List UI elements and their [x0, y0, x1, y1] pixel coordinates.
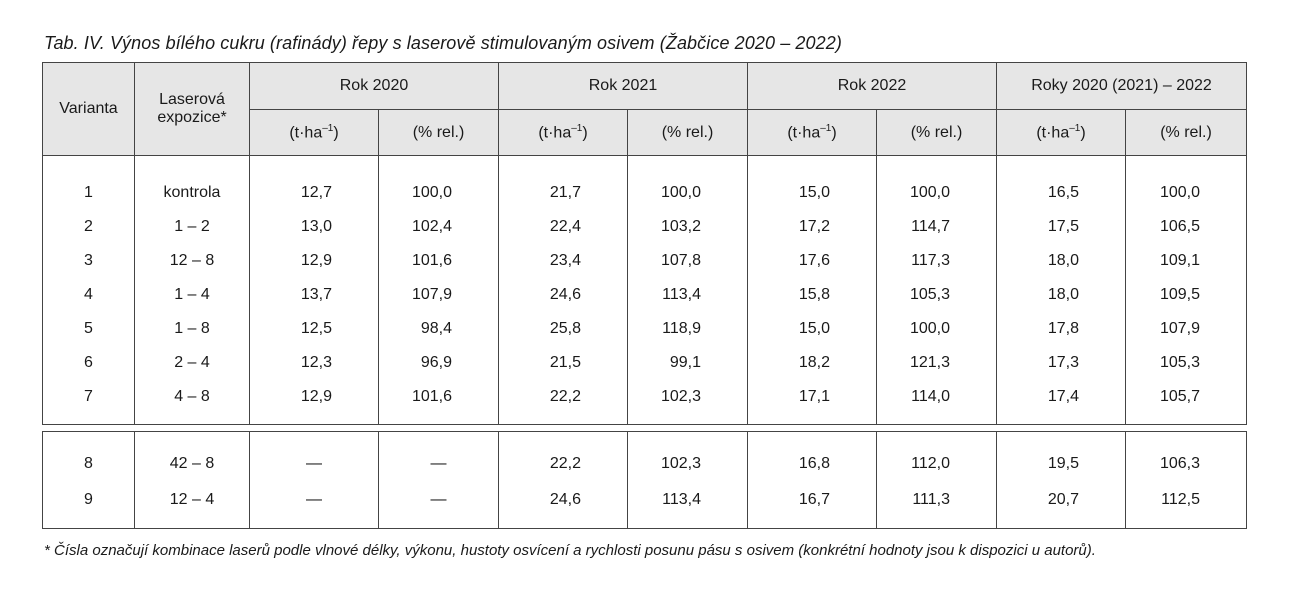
cell-value: 12,3	[250, 346, 379, 380]
table-row	[43, 278, 1247, 312]
extra-variants-table	[42, 431, 1247, 529]
cell-value: 101,6	[379, 380, 499, 425]
cell-value: 20,7	[997, 482, 1126, 529]
header-unit-abs	[250, 110, 379, 156]
table-row	[43, 244, 1247, 278]
cell-value: 18,0	[997, 244, 1126, 278]
header-exposure-line2: expozice*	[157, 109, 227, 126]
cell-variant: 4	[43, 278, 135, 312]
cell-exposure: 12 – 8	[135, 244, 250, 278]
header-unit-abs	[748, 110, 877, 156]
cell-value: 103,2	[628, 210, 748, 244]
cell-value: 17,1	[748, 380, 877, 425]
header-years-total: Roky 2020 (2021) – 2022	[997, 63, 1247, 110]
cell-value: 22,2	[499, 380, 628, 425]
cell-value: 13,0	[250, 210, 379, 244]
cell-variant: 1	[43, 156, 135, 211]
cell-value: 111,3	[877, 482, 997, 529]
cell-value: 113,4	[628, 482, 748, 529]
header-unit-rel: (% rel.)	[379, 110, 499, 156]
cell-value: 99,1	[628, 346, 748, 380]
cell-value: 107,9	[379, 278, 499, 312]
cell-value: 109,1	[1126, 244, 1247, 278]
cell-value: 24,6	[499, 482, 628, 529]
cell-value: 121,3	[877, 346, 997, 380]
cell-value: 21,5	[499, 346, 628, 380]
cell-value: —	[379, 482, 499, 529]
header-exposure-line1: Laserová	[159, 91, 225, 108]
cell-exposure: 1 – 2	[135, 210, 250, 244]
cell-value: 22,4	[499, 210, 628, 244]
cell-value: 21,7	[499, 156, 628, 211]
cell-value: 19,5	[997, 432, 1126, 483]
cell-value: 112,0	[877, 432, 997, 483]
cell-variant: 5	[43, 312, 135, 346]
cell-value: —	[250, 432, 379, 483]
cell-value: 16,8	[748, 432, 877, 483]
cell-value: 12,9	[250, 380, 379, 425]
unit-abs-end: )	[831, 124, 837, 142]
header-exposure	[135, 63, 250, 156]
unit-abs-base: (t·ha	[787, 124, 821, 142]
cell-exposure: 1 – 8	[135, 312, 250, 346]
cell-value: —	[250, 482, 379, 529]
cell-exposure: 12 – 4	[135, 482, 250, 529]
cell-value: 15,0	[748, 156, 877, 211]
header-unit-abs	[499, 110, 628, 156]
cell-exposure: 2 – 4	[135, 346, 250, 380]
unit-abs-end: )	[582, 124, 588, 142]
cell-value: 109,5	[1126, 278, 1247, 312]
cell-value: 17,3	[997, 346, 1126, 380]
unit-abs-base: (t·ha	[538, 124, 572, 142]
cell-value: 100,0	[379, 156, 499, 211]
header-year-2021: Rok 2021	[499, 63, 748, 110]
unit-abs-sup: –1	[322, 122, 334, 134]
cell-value: 15,8	[748, 278, 877, 312]
unit-abs-base: (t·ha	[1036, 124, 1070, 142]
cell-value: 12,5	[250, 312, 379, 346]
table-footnote: * Čísla označují kombinace laserů podle vlnové délky, výkonu, hustoty osvícení a rychlosti posunu pásu s osivem (konkrétní hodnoty jsou k dispozici u autorů).	[44, 542, 1096, 559]
cell-value: 105,3	[1126, 346, 1247, 380]
cell-value: 23,4	[499, 244, 628, 278]
cell-value: 105,7	[1126, 380, 1247, 425]
cell-value: 117,3	[877, 244, 997, 278]
cell-value: 102,3	[628, 380, 748, 425]
cell-value: 17,6	[748, 244, 877, 278]
cell-value: 102,4	[379, 210, 499, 244]
cell-value: 114,0	[877, 380, 997, 425]
unit-abs-sup: –1	[571, 122, 583, 134]
table-row	[43, 346, 1247, 380]
header-unit-rel: (% rel.)	[1126, 110, 1247, 156]
table-row	[43, 312, 1247, 346]
cell-exposure: 42 – 8	[135, 432, 250, 483]
cell-variant: 2	[43, 210, 135, 244]
cell-variant: 6	[43, 346, 135, 380]
cell-value: 113,4	[628, 278, 748, 312]
cell-value: 107,8	[628, 244, 748, 278]
cell-value: 100,0	[877, 312, 997, 346]
cell-value: 16,5	[997, 156, 1126, 211]
unit-abs-sup: –1	[1069, 122, 1081, 134]
cell-value: 13,7	[250, 278, 379, 312]
cell-value: 12,7	[250, 156, 379, 211]
cell-value: 107,9	[1126, 312, 1247, 346]
table-row	[43, 482, 1247, 529]
cell-value: 22,2	[499, 432, 628, 483]
cell-variant: 3	[43, 244, 135, 278]
cell-exposure: 1 – 4	[135, 278, 250, 312]
unit-abs-end: )	[1080, 124, 1086, 142]
cell-value: 17,2	[748, 210, 877, 244]
cell-value: 16,7	[748, 482, 877, 529]
cell-value: 100,0	[628, 156, 748, 211]
unit-abs-sup: –1	[820, 122, 832, 134]
table-caption: Tab. IV. Výnos bílého cukru (rafinády) řepy s laserově stimulovaným osivem (Žabčice 2020 – 2022)	[44, 33, 842, 53]
cell-value: 100,0	[877, 156, 997, 211]
cell-value: 106,5	[1126, 210, 1247, 244]
cell-exposure: kontrola	[135, 156, 250, 211]
cell-value: 112,5	[1126, 482, 1247, 529]
cell-value: 17,8	[997, 312, 1126, 346]
table-row	[43, 156, 1247, 211]
cell-variant: 7	[43, 380, 135, 425]
cell-value: 105,3	[877, 278, 997, 312]
table-row	[43, 380, 1247, 425]
cell-value: 118,9	[628, 312, 748, 346]
cell-value: 114,7	[877, 210, 997, 244]
cell-value: 25,8	[499, 312, 628, 346]
cell-variant: 9	[43, 482, 135, 529]
header-year-2020: Rok 2020	[250, 63, 499, 110]
header-unit-rel: (% rel.)	[877, 110, 997, 156]
cell-variant: 8	[43, 432, 135, 483]
cell-value: 101,6	[379, 244, 499, 278]
cell-value: 106,3	[1126, 432, 1247, 483]
cell-value: 96,9	[379, 346, 499, 380]
cell-value: 18,0	[997, 278, 1126, 312]
cell-value: 17,5	[997, 210, 1126, 244]
cell-value: 102,3	[628, 432, 748, 483]
header-unit-rel: (% rel.)	[628, 110, 748, 156]
table-row	[43, 432, 1247, 483]
header-unit-abs	[997, 110, 1126, 156]
cell-value: 15,0	[748, 312, 877, 346]
cell-value: 100,0	[1126, 156, 1247, 211]
cell-exposure: 4 – 8	[135, 380, 250, 425]
unit-abs-base: (t·ha	[289, 124, 323, 142]
cell-value: 24,6	[499, 278, 628, 312]
cell-value: 17,4	[997, 380, 1126, 425]
header-year-2022: Rok 2022	[748, 63, 997, 110]
cell-value: 98,4	[379, 312, 499, 346]
header-variant: Varianta	[43, 63, 135, 156]
cell-value: 18,2	[748, 346, 877, 380]
yield-table	[42, 62, 1247, 425]
table-row	[43, 210, 1247, 244]
cell-value: —	[379, 432, 499, 483]
unit-abs-end: )	[333, 124, 339, 142]
cell-value: 12,9	[250, 244, 379, 278]
